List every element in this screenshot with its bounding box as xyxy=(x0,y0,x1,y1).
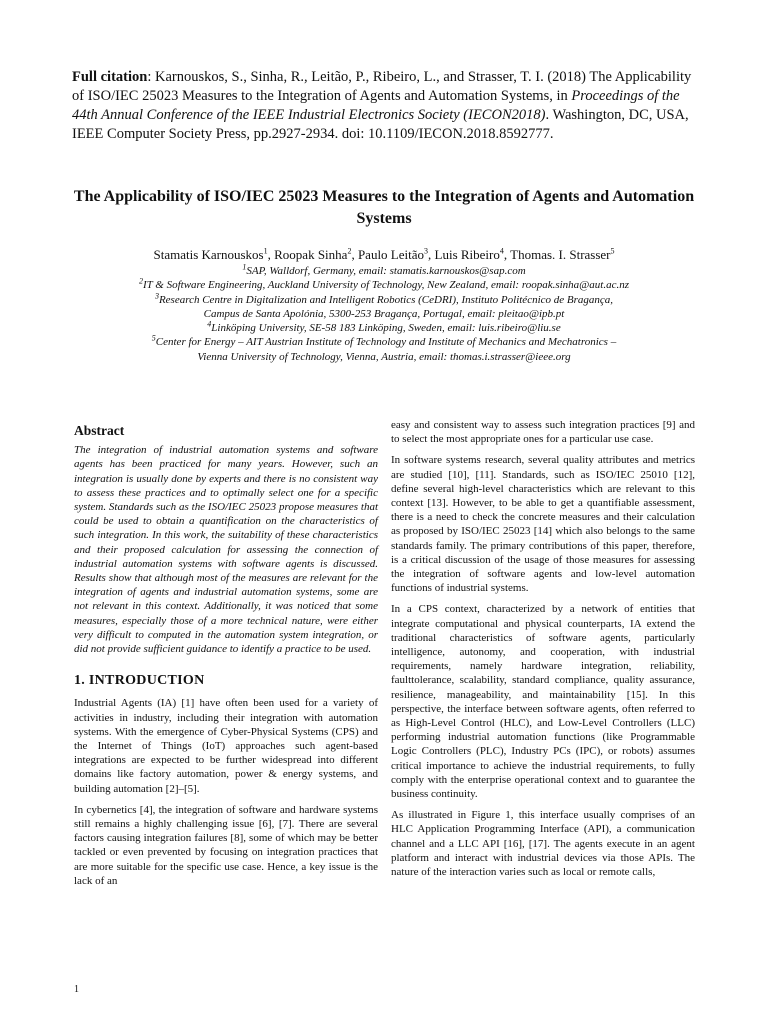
affiliation-sup: 4 xyxy=(207,319,212,329)
affiliation-line xyxy=(60,321,708,335)
affiliation-line xyxy=(60,290,708,307)
citation-authors: : Karnouskos, S., Sinha, R., Leitão, P., Ribeiro, L., and Strasser, T. I. (2018) The Applicability of ISO/IEC 25023 Measures to the Integration of Agents and Automation Systems, in xyxy=(72,69,692,104)
affiliation-text: Linköping University, SE-58 183 Linköping, Sweden, email: luis.ribeiro@liu.se xyxy=(211,322,561,335)
author-sup: 5 xyxy=(610,246,615,256)
author-name: Luis Ribeiro xyxy=(434,247,500,262)
affiliation-line xyxy=(60,307,708,321)
intro-paragraph: Industrial Agents (IA) [1] have often been used for a variety of activities in industry, including their integration with automation systems. With the emergence of Cyber-Physical Systems (CPS) and the Internet of Things (IoT) approaches such agent-based integrations are expected to be further widespread into different domains like factory automation, power & energy systems, and building automation [2]–[5]. xyxy=(74,697,378,795)
paper-title: The Applicability of ISO/IEC 25023 Measures to the Integration of Agents and Automation Systems xyxy=(73,188,695,227)
citation-label: Full citation xyxy=(72,69,148,85)
affiliation-line xyxy=(60,264,708,278)
affiliation-sup: 1 xyxy=(242,262,247,272)
affiliation-line xyxy=(60,350,708,364)
full-citation xyxy=(72,68,700,144)
affiliation-line xyxy=(60,335,708,349)
citation-venue: Proceedings of the 44th Annual Conference of the IEEE Industrial Electronics Society (IECON2018) xyxy=(72,88,680,123)
author-list: Stamatis Karnouskos$^1$, Roopak Sinha$^2$, Paulo Leitão$^3$, Luis Ribeiro$^4$, Thomas. I. Strasser$^5$ xyxy=(153,246,615,262)
author-sup: 1 xyxy=(263,246,268,256)
affiliation-text: Center for Energy – AIT Austrian Institute of Technology and Institute of Mechanics and Mechatronics – xyxy=(155,336,617,349)
affiliation-text: IT & Software Engineering, Auckland University of Technology, New Zealand, email: roopak.sinha@aut.ac.nz xyxy=(142,279,630,292)
right-column xyxy=(391,418,695,879)
affiliation-text: Campus de Santa Apolónia, 5300-253 Bragança, Portugal, email: pleitao@ipb.pt xyxy=(203,307,565,320)
affiliation-text: Research Centre in Digitalization and Intelligent Robotics (CeDRI), Instituto Politécnico de Bragança, xyxy=(158,293,614,306)
body-paragraph: In a CPS context, characterized by a network of entities that integrate computational and physical counterparts, IA extend the traditional characteristics of software agents, particularly intelligence, autonomy, and cooperation, with industrial requirements, namely hardware integration, reliability, faulttolerance, scalability, standard compliance, quality assurance, resilience, manageability, and maintainability [15]. In this perspective, the interface between software agents, often referred to as High-Level Control (HLC), and Low-Level Controllers (LLC) performing industrial automation functions (like Programmable Logic Controllers (PLC), Industry PCs (IPC), or robots) assumes critical importance to achieve the industrial requirements, to fully comply with the enterprise operational context and to guarantee the business continuity. xyxy=(391,603,695,801)
affiliation-sup: 5 xyxy=(151,333,156,343)
page-number: 1 xyxy=(74,984,79,995)
intro-paragraph: In cybernetics [4], the integration of software and hardware systems still remains a highly challenging issue [6], [7]. There are several factors causing integration failures [8], some of which may be better tackled or even prevented by focusing on integration practices that are more suitable for the specific use case. Hence, a key issue is the lack of an xyxy=(74,803,378,887)
author-sup: 3 xyxy=(424,246,429,256)
author-name: Roopak Sinha xyxy=(274,247,348,262)
affiliation-text: SAP, Walldorf, Germany, email: stamatis.karnouskos@sap.com xyxy=(246,265,526,277)
author-sup: 4 xyxy=(499,246,504,256)
abstract-text: The integration of industrial automation systems and software agents has been practiced for many years. However, such an integration is usually done by experts and there is no consistent way to assess these practices and to optimally select one for a specific system. Standards such as the ISO/IEC 25023 propose measures that could be used to obtain a quantification on the characteristics of such integration. In this work, the suitability of these characteristics and their proposed calculation for assessing the connection of industrial automation systems with software agents is discussed. Results show that although most of the measures are relevant for the integration of agents and industrial automation systems, some are not relevant in this context. Additionally, it was noticed that some measures, especially those of a more technical nature, were either very difficult to computed in the automation system integration, or did not provide sufficient guidance to identify a practice to be used. xyxy=(74,444,378,656)
body-paragraph: As illustrated in Figure 1, this interface usually comprises of an HLC Application Programming Interface (API), a communication channel and a LLC API [16], [17]. The agents execute in an agent platform and interact with industrial devices via those APIs. The nature of the interaction varies such as local or remote calls, xyxy=(391,809,695,879)
intro-heading: 1. INTRODUCTION xyxy=(74,673,205,689)
affiliation-sup: 2 xyxy=(138,276,143,286)
abstract-heading: Abstract xyxy=(74,423,125,438)
author-name: Paulo Leitão xyxy=(357,247,425,262)
body-paragraph: In software systems research, several quality attributes and metrics are studied [10], [11]. Standards, such as ISO/IEC 25010 [12], define several high-level characteristics which are relevant to this context [13]. However, to be able to get a quantifiable assessment, there is a need to check the concrete measures and their calculation as proposed by ISO/IEC 25023 [14] which also belongs to the same standards family. The primary contributions of this paper, therefore, is a critical discussion of the usage of those measures for assessing the integration of software agents and low-level automation functions of industrial systems. xyxy=(391,454,695,595)
left-column xyxy=(74,424,378,888)
affiliation-text: Vienna University of Technology, Vienna, Austria, email: thomas.i.strasser@ieee.org xyxy=(197,350,571,363)
author-name: Thomas. I. Strasser xyxy=(510,247,611,262)
author-name: Stamatis Karnouskos xyxy=(153,247,264,262)
body-paragraph: easy and consistent way to assess such integration practices [9] and to select the most appropriate ones for a particular use case. xyxy=(391,419,695,446)
affiliation-sup: 3 xyxy=(154,290,159,300)
citation-publisher: . Washington, DC, USA, IEEE Computer Society Press, pp.2927-2934. doi: 10.1109/IECON.2018.8592777. xyxy=(72,107,689,142)
affiliation-list xyxy=(60,264,708,364)
author-sup: 2 xyxy=(347,246,352,256)
